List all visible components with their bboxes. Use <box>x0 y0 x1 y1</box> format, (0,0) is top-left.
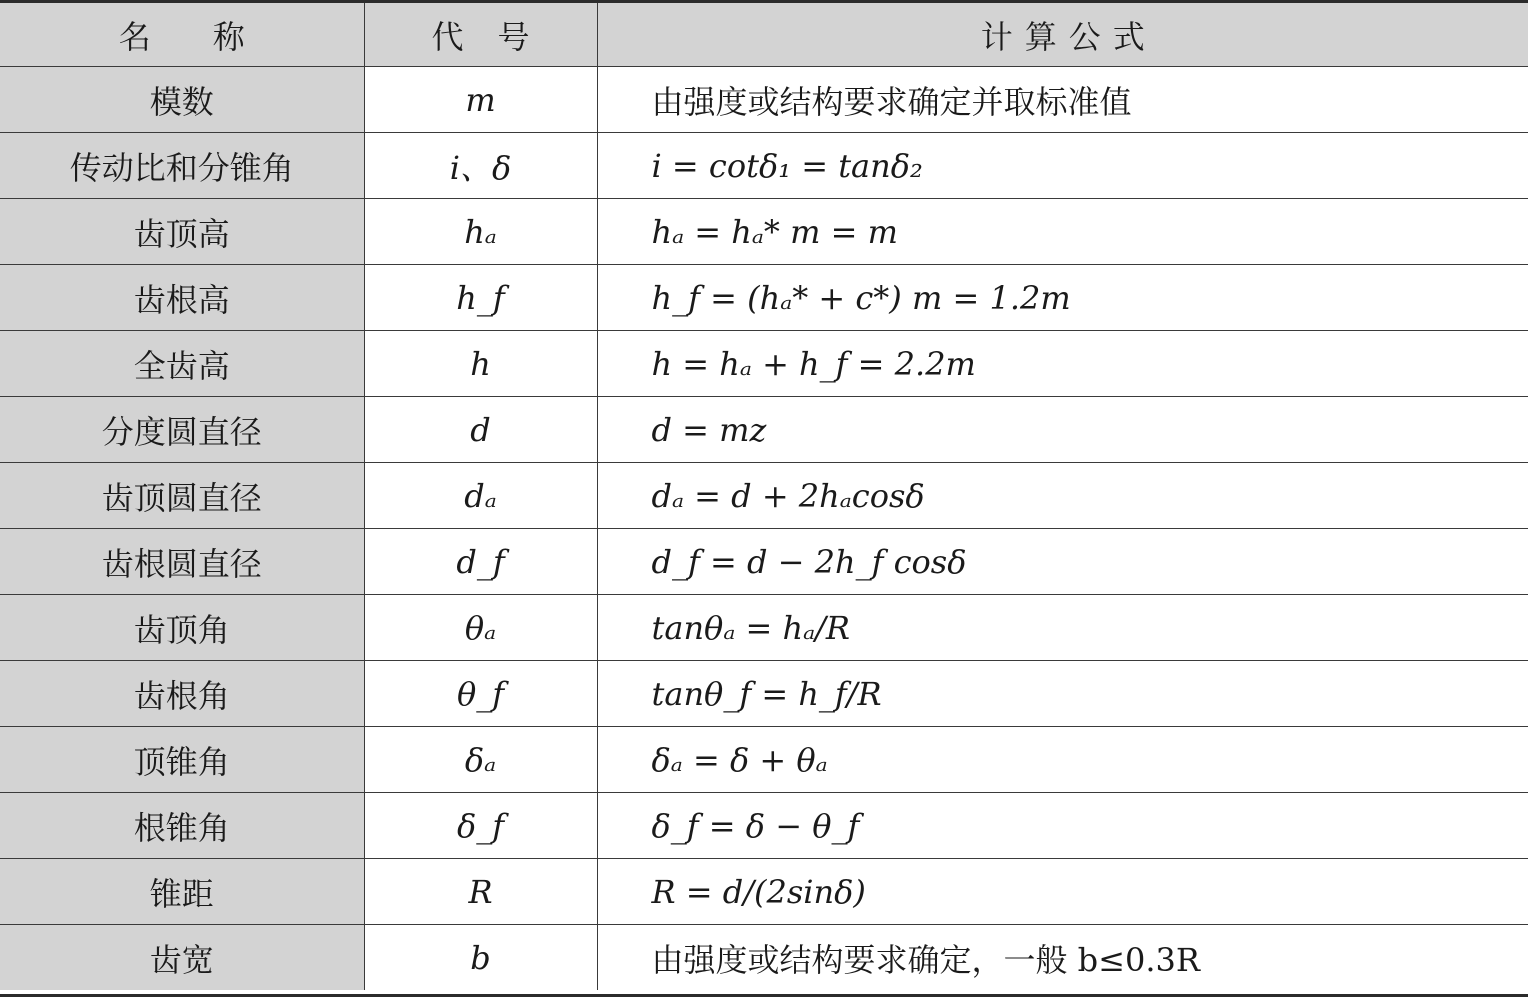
row-formula: 由强度或结构要求确定，一般 b≤0.3R <box>597 925 1528 991</box>
row-code: hₐ <box>364 199 597 265</box>
row-formula: i = cotδ₁ = tanδ₂ <box>597 133 1528 199</box>
row-name: 齿宽 <box>0 925 364 991</box>
row-name: 齿根高 <box>0 265 364 331</box>
table-row <box>0 661 1528 727</box>
row-name: 模数 <box>0 67 364 133</box>
row-formula: hₐ = hₐ* m = m <box>597 199 1528 265</box>
table-row <box>0 727 1528 793</box>
row-name: 齿顶圆直径 <box>0 463 364 529</box>
row-name: 传动比和分锥角 <box>0 133 364 199</box>
row-code: δ_f <box>364 793 597 859</box>
row-code: θₐ <box>364 595 597 661</box>
row-code: dₐ <box>364 463 597 529</box>
row-formula: R = d/(2sinδ) <box>597 859 1528 925</box>
table-row <box>0 331 1528 397</box>
table-row <box>0 397 1528 463</box>
row-name: 齿根角 <box>0 661 364 727</box>
table-row <box>0 199 1528 265</box>
row-name: 齿顶高 <box>0 199 364 265</box>
row-formula: tanθ_f = h_f/R <box>597 661 1528 727</box>
row-code: b <box>364 925 597 991</box>
row-formula: δₐ = δ + θₐ <box>597 727 1528 793</box>
row-name: 根锥角 <box>0 793 364 859</box>
row-code: d_f <box>364 529 597 595</box>
header-formula <box>597 3 1528 67</box>
table-row <box>0 463 1528 529</box>
row-name: 分度圆直径 <box>0 397 364 463</box>
row-formula: h = hₐ + h_f = 2.2m <box>597 331 1528 397</box>
table-header-row <box>0 3 1528 67</box>
row-code: m <box>364 67 597 133</box>
bevel-gear-formula-table <box>0 3 1528 990</box>
row-formula: h_f = (hₐ* + c*) m = 1.2m <box>597 265 1528 331</box>
row-code: d <box>364 397 597 463</box>
row-code: h_f <box>364 265 597 331</box>
row-name: 锥距 <box>0 859 364 925</box>
table-row <box>0 265 1528 331</box>
row-code: θ_f <box>364 661 597 727</box>
row-formula: dₐ = d + 2hₐcosδ <box>597 463 1528 529</box>
header-formula-char: 算 <box>1024 17 1057 56</box>
table-row <box>0 133 1528 199</box>
table-row <box>0 67 1528 133</box>
table-row <box>0 529 1528 595</box>
header-code <box>364 3 597 67</box>
table-row <box>0 595 1528 661</box>
row-formula: 由强度或结构要求确定并取标准值 <box>597 67 1528 133</box>
header-name-char: 称 <box>212 17 245 56</box>
table-row <box>0 925 1528 991</box>
header-name <box>0 3 364 67</box>
row-name: 齿根圆直径 <box>0 529 364 595</box>
row-code: R <box>364 859 597 925</box>
header-code-char: 代 <box>431 17 464 56</box>
header-formula-char: 公 <box>1068 17 1101 56</box>
table-row <box>0 793 1528 859</box>
row-formula: d_f = d − 2h_f cosδ <box>597 529 1528 595</box>
row-name: 全齿高 <box>0 331 364 397</box>
header-code-char: 号 <box>497 17 530 56</box>
row-name: 顶锥角 <box>0 727 364 793</box>
table-row <box>0 859 1528 925</box>
row-code: δₐ <box>364 727 597 793</box>
row-formula: δ_f = δ − θ_f <box>597 793 1528 859</box>
row-formula: d = mz <box>597 397 1528 463</box>
header-name-char: 名 <box>118 17 151 56</box>
header-formula-char: 式 <box>1112 17 1145 56</box>
row-name: 齿顶角 <box>0 595 364 661</box>
row-code: i、δ <box>364 133 597 199</box>
header-formula-char: 计 <box>980 17 1013 56</box>
row-code: h <box>364 331 597 397</box>
row-formula: tanθₐ = hₐ/R <box>597 595 1528 661</box>
